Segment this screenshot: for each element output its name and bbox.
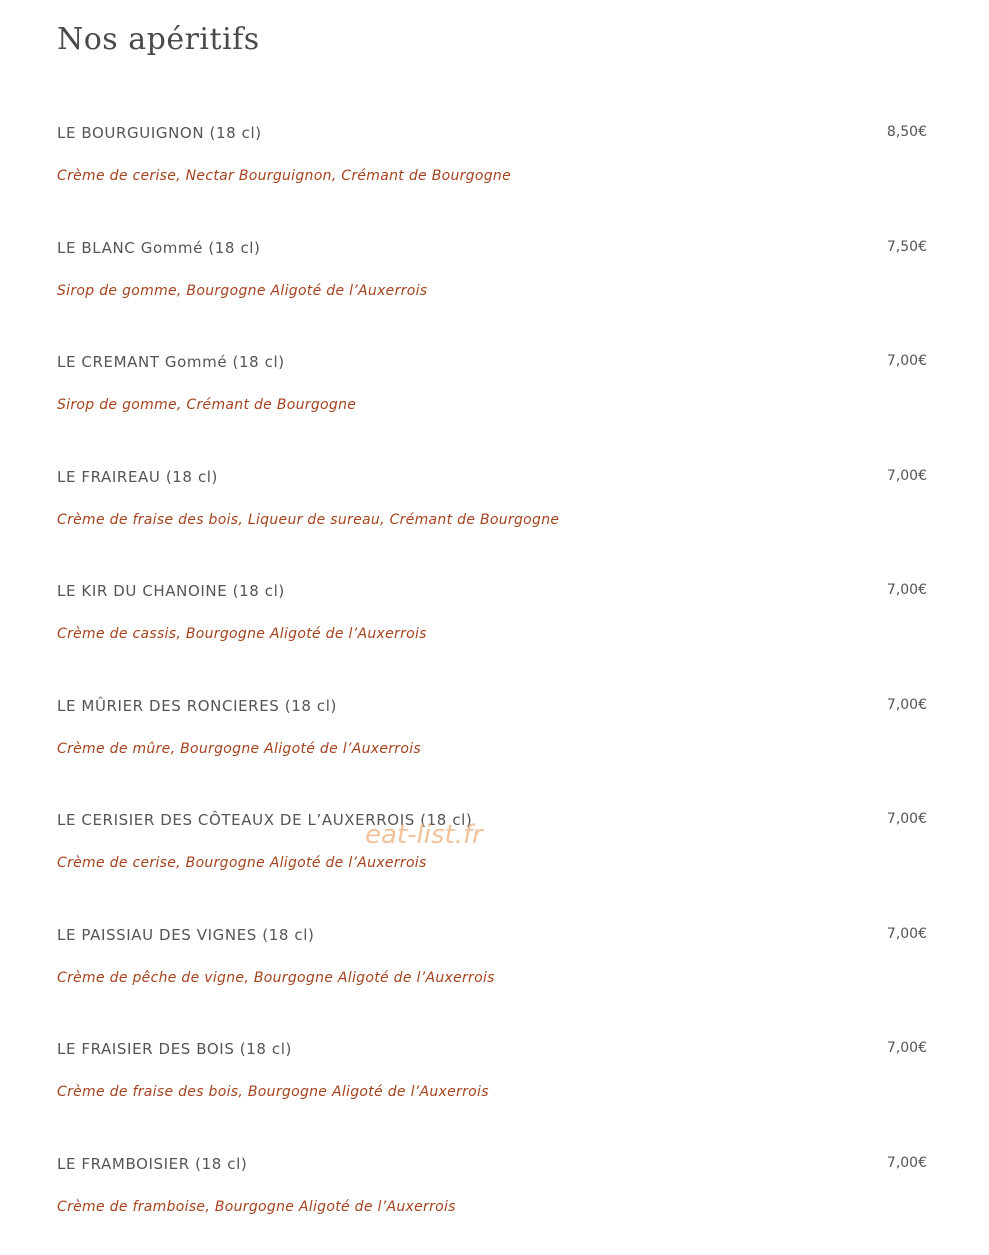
item-name: LE FRAIREAU (18 cl): [57, 468, 219, 486]
item-description: Sirop de gomme, Bourgogne Aligoté de l’Auxerrois: [57, 283, 428, 299]
item-description: Crème de framboise, Bourgogne Aligoté de l’Auxerrois: [57, 1199, 456, 1215]
item-description: Sirop de gomme, Crémant de Bourgogne: [57, 397, 357, 413]
item-name: LE MÛRIER DES RONCIERES (18 cl): [57, 697, 337, 715]
menu-item: [57, 697, 927, 777]
item-name: LE BLANC Gommé (18 cl): [57, 239, 261, 257]
item-description: Crème de fraise des bois, Bourgogne Aligoté de l’Auxerrois: [57, 1084, 489, 1100]
menu-item: [57, 1155, 927, 1235]
menu-item: [57, 239, 927, 319]
item-price: 7,00€: [886, 582, 927, 598]
menu-item: [57, 926, 927, 1006]
item-price: 7,00€: [886, 697, 927, 713]
item-name: LE CREMANT Gommé (18 cl): [57, 353, 285, 371]
item-price: 7,00€: [886, 468, 927, 484]
item-price: 7,00€: [886, 1155, 927, 1171]
menu-item: [57, 582, 927, 662]
item-description: Crème de cerise, Nectar Bourguignon, Crémant de Bourgogne: [57, 168, 512, 184]
item-name: LE KIR DU CHANOINE (18 cl): [57, 582, 285, 600]
item-name: LE CERISIER DES CÔTEAUX DE L’AUXERROIS (18 cl): [57, 811, 473, 829]
watermark: eat-list.fr: [365, 820, 483, 850]
item-description: Crème de mûre, Bourgogne Aligoté de l’Auxerrois: [57, 741, 422, 757]
menu-item: [57, 811, 927, 891]
page-title: Nos apéritifs: [57, 22, 260, 57]
item-description: Crème de cerise, Bourgogne Aligoté de l’Auxerrois: [57, 855, 427, 871]
item-price: 7,00€: [886, 926, 927, 942]
item-description: Crème de cassis, Bourgogne Aligoté de l’Auxerrois: [57, 626, 427, 642]
menu-item: [57, 353, 927, 433]
item-description: Crème de pêche de vigne, Bourgogne Aligoté de l’Auxerrois: [57, 970, 495, 986]
item-price: 7,00€: [886, 353, 927, 369]
item-description: Crème de fraise des bois, Liqueur de sureau, Crémant de Bourgogne: [57, 512, 560, 528]
item-price: 7,00€: [886, 1040, 927, 1056]
item-name: LE PAISSIAU DES VIGNES (18 cl): [57, 926, 315, 944]
menu-item: [57, 124, 927, 204]
item-price: 8,50€: [886, 124, 927, 140]
menu-item: [57, 468, 927, 548]
item-name: LE BOURGUIGNON (18 cl): [57, 124, 262, 142]
menu-item: [57, 1040, 927, 1120]
item-name: LE FRAISIER DES BOIS (18 cl): [57, 1040, 292, 1058]
item-price: 7,50€: [886, 239, 927, 255]
item-name: LE FRAMBOISIER (18 cl): [57, 1155, 248, 1173]
item-price: 7,00€: [886, 811, 927, 827]
